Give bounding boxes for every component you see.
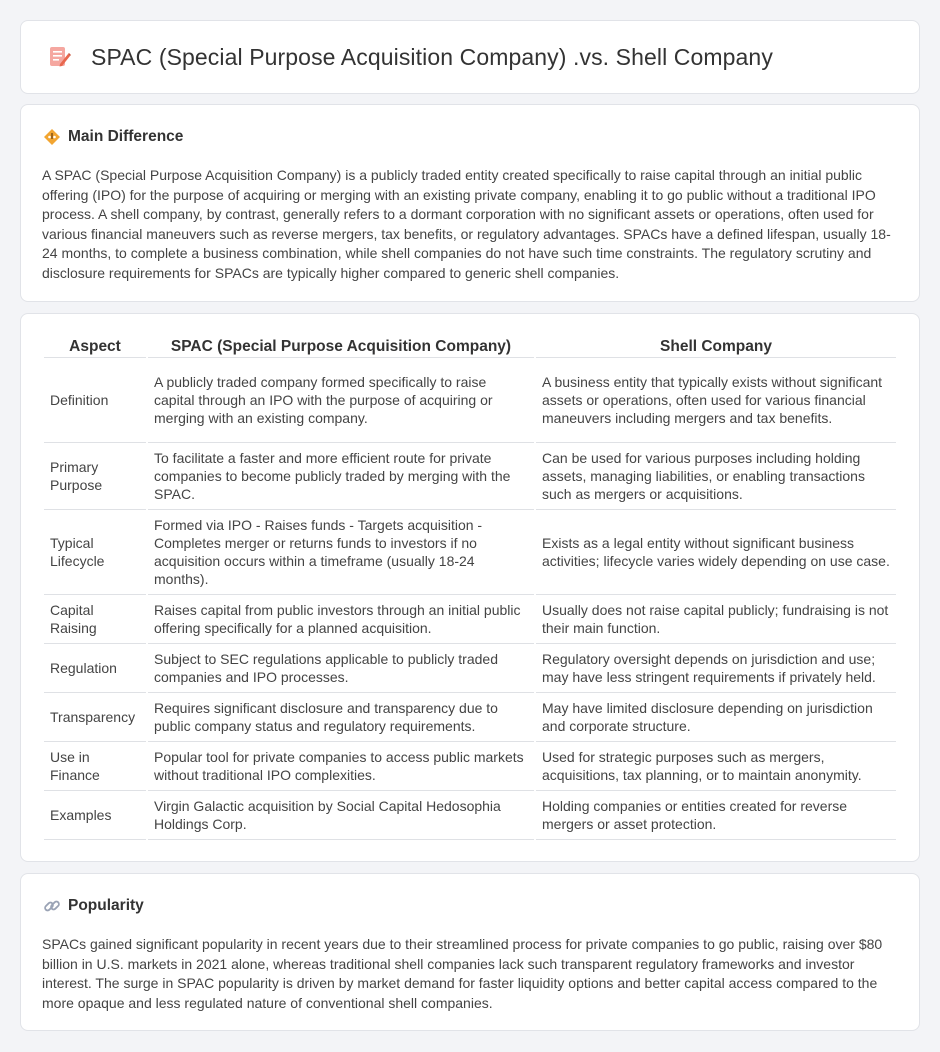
comparison-table-section: [20, 313, 920, 862]
document-edit-icon: [47, 45, 71, 69]
row-spac-value: Subject to SEC regulations applicable to publicly traded companies and IPO processes.: [148, 644, 534, 693]
table-row: [44, 644, 896, 693]
row-spac-value: Formed via IPO - Raises funds - Targets acquisition - Completes merger or returns funds to investors if no acquisition occurs within a timeframe (usually 18-24 months).: [148, 510, 534, 595]
popularity-section: [20, 873, 920, 1031]
row-shell-value: Used for strategic purposes such as mergers, acquisitions, tax planning, or to maintain anonymity.: [536, 742, 896, 791]
row-shell-value: A business entity that typically exists without significant assets or operations, often used for various financial maneuvers including mergers and tax benefits.: [536, 358, 896, 443]
row-aspect: Primary Purpose: [44, 443, 146, 510]
table-row: [44, 693, 896, 742]
link-icon: [43, 897, 61, 915]
table-row: [44, 595, 896, 644]
page-title: SPAC (Special Purpose Acquisition Company) .vs. Shell Company: [91, 43, 773, 70]
row-spac-value: Popular tool for private companies to access public markets without traditional IPO complexities.: [148, 742, 534, 791]
row-aspect: Transparency: [44, 693, 146, 742]
row-shell-value: Holding companies or entities created for reverse mergers or asset protection.: [536, 791, 896, 840]
popularity-text: SPACs gained significant popularity in recent years due to their streamlined process for private companies to go public, raising over $80 billion in U.S. markets in 2021 alone, whereas traditional shell companies lack such transparent regulatory frameworks and investor interest. The surge in SPAC popularity is driven by market demand for faster liquidity options and better capital access compared to the more opaque and less regulated nature of conventional shell companies.: [42, 936, 883, 1011]
header-shell: Shell Company: [536, 334, 896, 358]
row-aspect: Examples: [44, 791, 146, 840]
row-aspect: Regulation: [44, 644, 146, 693]
row-shell-value: Usually does not raise capital publicly; fundraising is not their main function.: [536, 595, 896, 644]
table-row: [44, 510, 896, 595]
title-card: [20, 20, 920, 94]
header-aspect: Aspect: [44, 334, 146, 358]
comparison-table: [42, 334, 898, 840]
diamond-warning-icon: [43, 128, 61, 146]
header-spac: SPAC (Special Purpose Acquisition Company): [148, 334, 534, 358]
row-spac-value: A publicly traded company formed specifically to raise capital through an IPO with the purpose of acquiring or merging with an existing company.: [148, 358, 534, 443]
row-aspect: Capital Raising: [44, 595, 146, 644]
row-spac-value: Requires significant disclosure and transparency due to public company status and regulatory requirements.: [148, 693, 534, 742]
main-difference-text: A SPAC (Special Purpose Acquisition Company) is a publicly traded entity created specifically to raise capital through an initial public offering (IPO) for the purpose of acquiring or merging with an existing private company, enabling it to go public without a traditional IPO process. A shell company, by contrast, generally refers to a dormant corporation with no significant assets or operations, often used for various financial maneuvers such as reverse mergers, tax benefits, or regulatory advantages. SPACs have a defined lifespan, usually 18-24 months, to complete a business combination, while shell companies do not have such time constraints. The regulatory scrutiny and disclosure requirements for SPACs are typically higher compared to generic shell companies.: [42, 167, 891, 281]
table-row: [44, 358, 896, 443]
row-shell-value: Exists as a legal entity without significant business activities; lifecycle varies widely depending on use case.: [536, 510, 896, 595]
row-aspect: Definition: [44, 358, 146, 443]
table-row: [44, 443, 896, 510]
row-spac-value: Virgin Galactic acquisition by Social Capital Hedosophia Holdings Corp.: [148, 791, 534, 840]
table-row: [44, 742, 896, 791]
popularity-heading: Popularity: [68, 897, 144, 914]
row-shell-value: May have limited disclosure depending on jurisdiction and corporate structure.: [536, 693, 896, 742]
row-spac-value: To facilitate a faster and more efficient route for private companies to become publicly traded by merging with the SPAC.: [148, 443, 534, 510]
row-aspect: Use in Finance: [44, 742, 146, 791]
table-row: [44, 791, 896, 840]
row-shell-value: Can be used for various purposes including holding assets, managing liabilities, or enabling transactions such as mergers or acquisitions.: [536, 443, 896, 510]
main-difference-heading: Main Difference: [68, 128, 184, 145]
row-shell-value: Regulatory oversight depends on jurisdiction and use; may have less stringent requirements if privately held.: [536, 644, 896, 693]
row-aspect: Typical Lifecycle: [44, 510, 146, 595]
table-header-row: [44, 334, 896, 358]
row-spac-value: Raises capital from public investors through an initial public offering specifically for a planned acquisition.: [148, 595, 534, 644]
main-difference-section: [20, 104, 920, 302]
